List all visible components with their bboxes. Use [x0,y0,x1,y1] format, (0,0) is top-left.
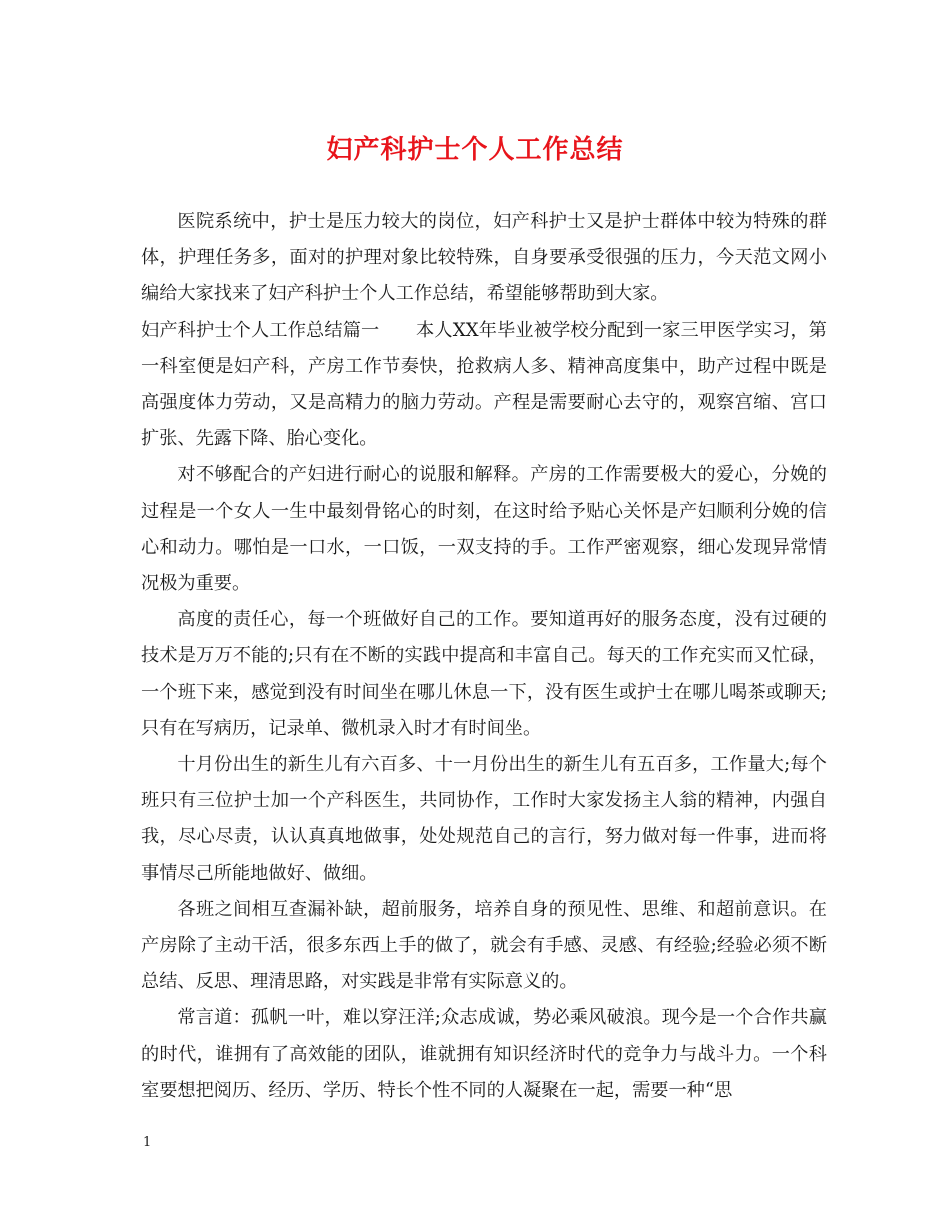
paragraph-cooperation: 各班之间相互查漏补缺，超前服务，培养自身的预见性、思维、和超前意识。在产房除了主动干活，很多东西上手的做了，就会有手感、灵感、有经验;经验必须不断总结、反思、理清思路，对实践是非常有实际意义的。 [141,898,827,993]
paragraph-responsibility: 高度的责任心，每一个班做好自己的工作。要知道再好的服务态度，没有过硬的技术是万万不能的;只有在不断的实践中提高和丰富自己。每天的工作充实而又忙碌，一个班下来，感觉到没有时间坐在哪儿休息一下，没有医生或护士在哪儿喝茶或聊天;只有在写病历，记录单、微机录入时才有时间坐。 [141,609,827,739]
paragraph-section-one: 妇产科护士个人工作总结篇一 本人XX年毕业被学校分配到一家三甲医学实习，第一科室便是妇产科，产房工作节奏快，抢救病人多、精神高度集中，助产过程中既是高强度体力劳动，又是高精力的脑力劳动。产程是需要耐心去守的，观察宫缩、宫口扩张、先露下降、胎心变化。 [141,319,827,450]
paragraph-patience: 对不够配合的产妇进行耐心的说服和解释。产房的工作需要极大的爱心，分娩的过程是一个女人一生中最刻骨铭心的时刻，在这时给予贴心关怀是产妇顺利分娩的信心和动力。哪怕是一口水，一口饭，一双支持的手。工作严密观察，细心发现异常情况极为重要。 [141,464,827,595]
page-number: 1 [143,1135,152,1150]
paragraph-workload: 十月份出生的新生儿有六百多、十一月份出生的新生儿有五百多，工作量大;每个班只有三位护士加一个产科医生，共同协作，工作时大家发扬主人翁的精神，内强自我，尽心尽责，认认真真地做事，处处规范自己的言行，努力做对每一件事，进而将事情尽己所能地做好、做细。 [141,754,827,884]
paragraph-teamwork: 常言道：孤帆一叶，难以穿汪洋;众志成诚，势必乘风破浪。现今是一个合作共赢的时代，谁拥有了高效能的团队，谁就拥有知识经济时代的竞争力与战斗力。一个科室要想把阅历、经历、学历、特长个性不同的人凝聚在一起，需要一种“思 [141,1007,827,1101]
document-title: 妇产科护士个人工作总结 [326,135,624,165]
paragraph-intro: 医院系统中，护士是压力较大的岗位，妇产科护士又是护士群体中较为特殊的群体，护理任务多，面对的护理对象比较特殊，自身要承受很强的压力，今天范文网小编给大家找来了妇产科护士个人工作总结，希望能够帮助到大家。 [141,211,827,305]
document-body [141,204,827,1109]
